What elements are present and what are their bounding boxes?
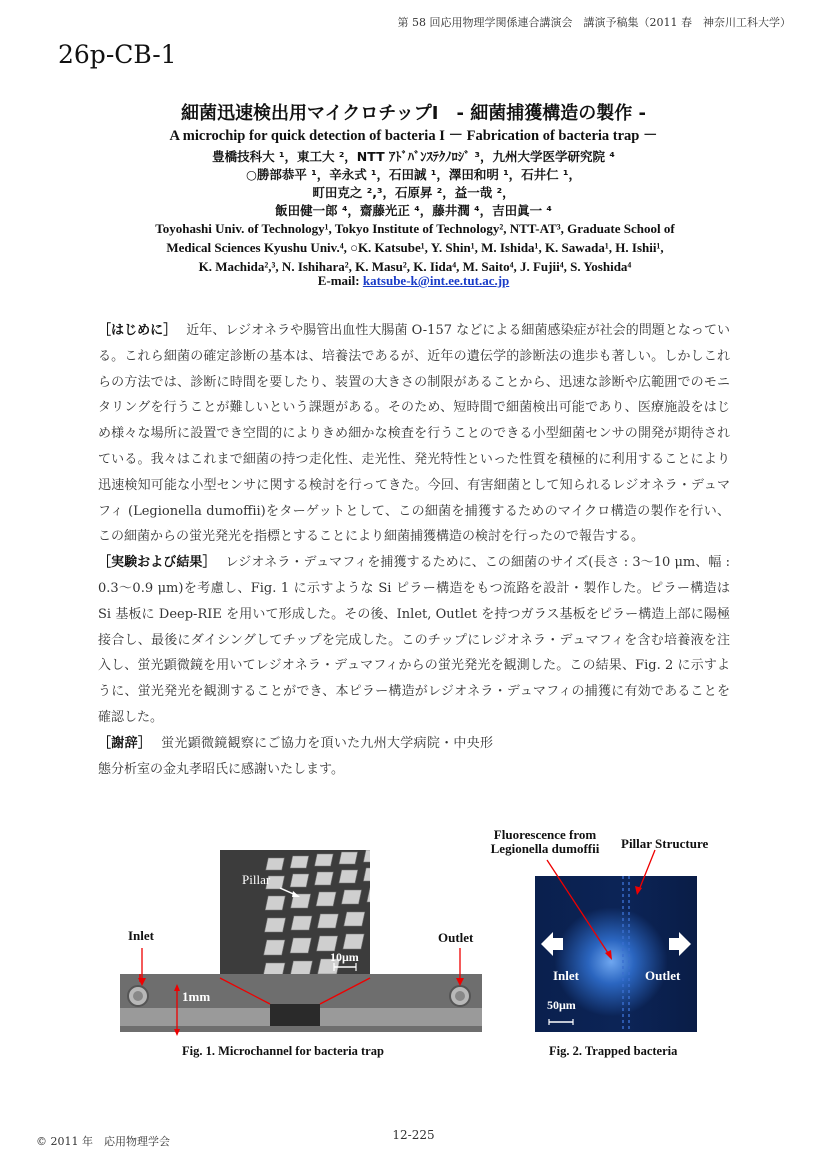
title-japanese: 細菌迅速検出用マイクロチップⅠ - 細菌捕獲構造の製作 - [181,103,646,124]
affiliation-line-3: K. Machida²,³, N. Ishihara², K. Masu², K. Iida⁴, M. Saito⁴, J. Fujii⁴, S. Yoshida⁴ [198,259,632,274]
acknowledgement-heading: ［謝辞］ [98,735,152,751]
page-number: 12-225 [392,1128,435,1142]
intro-paragraph [98,318,730,550]
fig1-outlet-label: Outlet [438,930,474,945]
paper-code: 26p-CB-1 [58,40,177,69]
figure2-annotations [475,826,735,1066]
scale-10um-label: 10μm [330,950,359,964]
figure-2-caption: Fig. 2. Trapped bacteria [549,1044,678,1058]
authors-ja-line-3: 町田克之 ²,³，石原昇 ²，益一哉 ²， [312,185,515,200]
email-link[interactable]: katsube-k@int.ee.tut.ac.jp [362,273,510,288]
intro-text: 近年、レジオネラや腸管出血性大腸菌 O-157 などによる細菌感染症が社会的問題となっている。これら細菌の確定診断の基本は、培養法であるが、近年の遺伝学的診断法の進歩も著しい。しかしこれらの方法では、診断に時間を要したり、装置の大きさの制限があることから、迅速な診断や広範囲でのモニタリングを行うことが難しいという課題がある。そのため、短時間で細菌検出可能であり、医療施設をはじめ様々な場所に設置でき空間的によりきめ細かな検査を行うことのできる小型細菌センサの開発が期待されている。我々はこれまで細菌の持つ走化性、走光性、発光特性といった性質を積極的に利用することにより迅速検知可能な小型センサに関する検討を行ってきた。今回、有害細菌として知られるレジオネラ・デュマフィ (Legionella dumoffii)をターゲットとして、この細菌を捕獲するためのマイクロ構造の製作を行い、この細菌からの蛍光発光を指標とすることにより細菌捕獲構造の検討を行ったので報告する。 [98,323,730,545]
scale-50um-label: 50μm [547,998,576,1012]
fig2-outlet-label: Outlet [645,968,681,983]
pillar-structure-label: Pillar Structure [621,836,709,851]
acknowledgement-paragraph [98,731,493,783]
pillar-structure-pointer [639,850,655,890]
experiment-heading: ［実験および結果］ [98,555,216,571]
scale-1mm-label: 1mm [182,989,211,1004]
fluorescence-label-line-1: Fluorescence from [493,827,597,842]
figure-1-caption: Fig. 1. Microchannel for bacteria trap [182,1044,384,1058]
conference-header: 第 58 回応用物理学関係連合講演会 講演予稿集（2011 春 神奈川工科大学） [397,16,791,29]
fig1-inlet-label: Inlet [128,928,154,943]
fluorescence-pointer [547,860,610,956]
copyright: © 2011 年 応用物理学会 [36,1135,170,1148]
figure1-annotations [110,848,500,1063]
authors-ja-line-1: 豊橋技科大 ¹，東工大 ²，NTT ｱﾄﾞﾊﾞﾝｽﾃｸﾉﾛｼﾞ ³，九州大学医学研究院 ⁴ [212,149,615,164]
figure-2 [475,826,735,1066]
pillar-label: Pillar [242,872,271,887]
experiment-paragraph [98,550,730,731]
experiment-text: レジオネラ・デュマフィを捕獲するために、この細菌のサイズ(長さ : 3～10 μm、幅 : 0.3～0.9 μm)を考慮し、Fig. 1 に示すような Si ピラー構造をもつ流路を設計・製作した。ピラー構造は Si 基板に Deep-RIE を用いて形成した。その後、Inlet, Outlet を持つガラス基板をピラー構造上部に陽極接合し、最後にダイシングしてチップを完成した。このチップにレジオネラ・デュマフィを含む培養液を注入し、蛍光顕微鏡を用いてレジオネラ・デュマフィからの蛍光発光を観測した。この結果、Fig. 2 に示すように、蛍光発光を観測することができ、本ピラー構造がレジオネラ・デュマフィの捕獲に有効であることを確認した。 [98,555,730,725]
authors-ja-line-2: ○勝部恭平 ¹，辛永式 ¹，石田誠 ¹，澤田和明 ¹，石井仁 ¹， [245,167,582,182]
email-label: E-mail: [317,273,360,288]
intro-heading: ［はじめに］ [98,323,177,338]
title-english: A microchip for quick detection of bacteria I － Fabrication of bacteria trap － [169,128,658,144]
authors-ja-line-4: 飯田健一郎 ⁴，齋藤光正 ⁴，藤井潤 ⁴，吉田眞一 ⁴ [275,203,552,218]
affiliation-line-2: Medical Sciences Kyushu Univ.⁴, ○K. Katsube¹, Y. Shin¹, M. Ishida¹, K. Sawada¹, H. Ishii¹, [166,240,664,255]
email-line [0,273,827,289]
affiliation-line-1: Toyohashi Univ. of Technology¹, Tokyo Institute of Technology², NTT-AT³, Graduate School of [155,221,675,236]
figure-1 [110,848,500,1063]
fluorescence-label-line-2: Legionella dumoffii [490,841,600,856]
affiliation-english [110,219,720,276]
fig2-inlet-label: Inlet [553,968,579,983]
acknowledgement-text: 蛍光顕微鏡観察にご協力を頂いた九州大学病院・中央形態分析室の金丸孝昭氏に感謝いたします。 [98,735,493,777]
body-text [98,318,730,782]
